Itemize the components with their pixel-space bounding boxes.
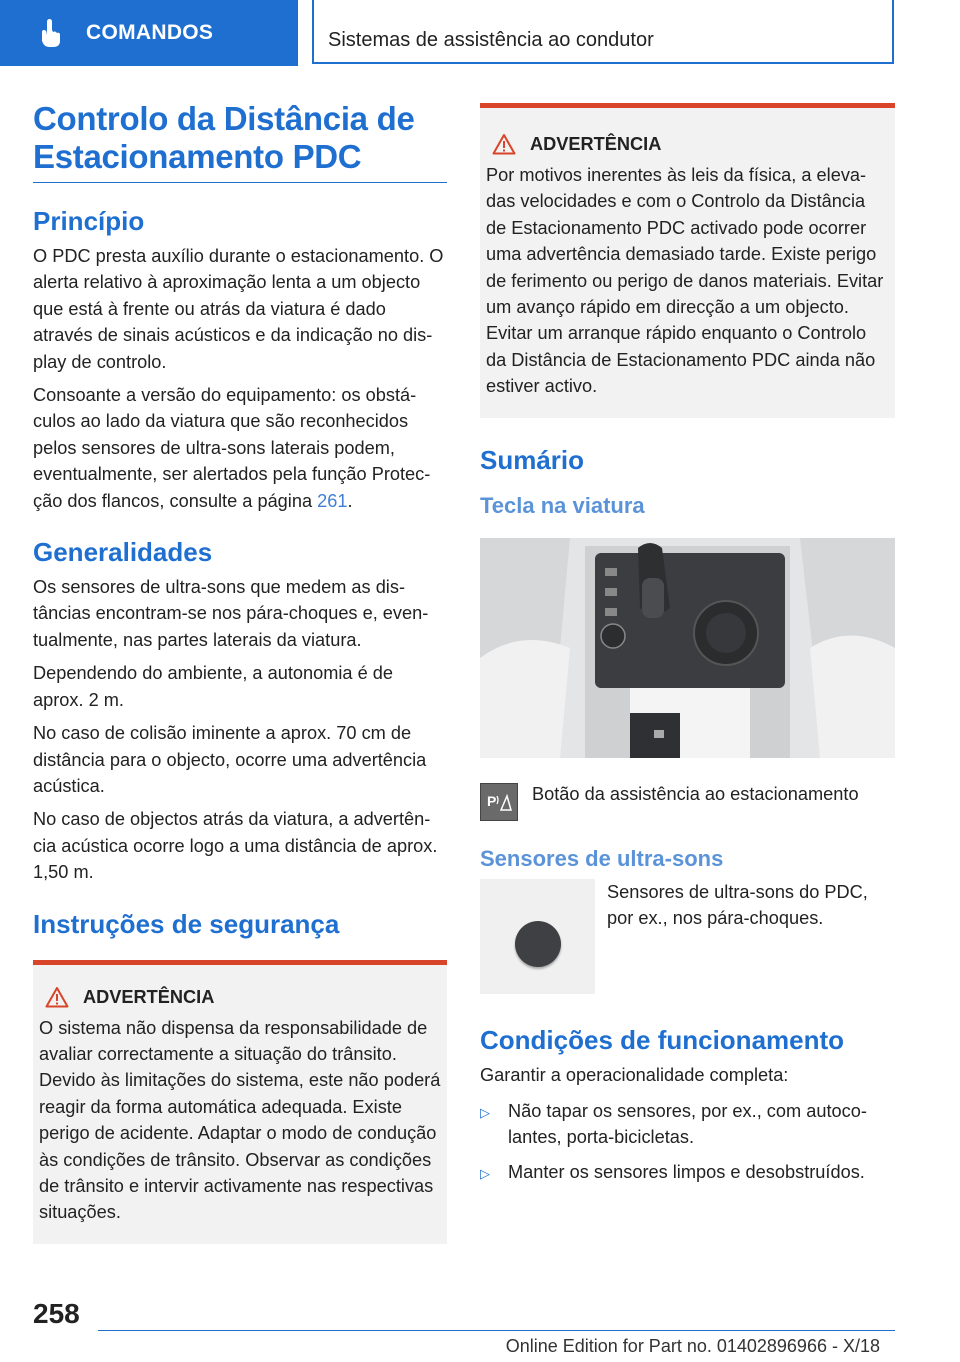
left-column [33, 100, 447, 1244]
heading-generalidades: Generalidades [33, 537, 213, 568]
title-divider [33, 182, 447, 183]
chapter-title: Sistemas de assistência ao condutor [328, 29, 654, 51]
list-item [480, 1159, 895, 1187]
warning-triangle-icon [492, 133, 516, 155]
caption-row [480, 781, 895, 821]
page-title-line2: Estacionamento PDC [33, 138, 362, 175]
center-console-photo [480, 538, 895, 758]
principio-p2-end: . [347, 490, 353, 511]
warning-text-left: O sistema não dispensa da responsabilidade de avaliar correctamente a situação do trânsito. Devido às limitações do sistema, este não poderá reagir da forma automática adequada. Existe perigo de acidente. Adaptar o modo de condução às condições de trânsito. Observar as condições de trânsito e intervir activamente nas respectivas situações. [39, 1017, 441, 1223]
sensor-dot [515, 921, 561, 967]
ultrasonic-sensor-photo [480, 879, 595, 994]
generalidades-paragraph-1: Os sensores de ultra-sons que medem as distâncias encontram-se nos pára-choques e, eventualmente, nas partes laterais da viatura. [33, 577, 429, 650]
warning-title-text: ADVERTÊNCIA [83, 986, 215, 1007]
chapter-header [312, 0, 894, 64]
hand-pointer-icon [38, 18, 64, 48]
list-item [480, 1098, 895, 1151]
generalidades-paragraph-2: Dependendo do ambiente, a autonomia é de aprox. 2 m. [33, 663, 393, 710]
warning-triangle-icon [45, 986, 69, 1008]
page-title-line1: Controlo da Distância de [33, 100, 415, 137]
bullet-triangle-icon: ▷ [480, 1165, 490, 1181]
right-column [480, 103, 895, 1195]
condicoes-list [480, 1098, 895, 1187]
bullet-triangle-icon: ▷ [480, 1105, 490, 1121]
section-name: COMANDOS [86, 21, 214, 44]
warning-title [39, 983, 441, 1011]
heading-principio: Princípio [33, 206, 145, 236]
page-number: 258 [33, 1298, 80, 1329]
section-tab[interactable] [0, 0, 298, 66]
page-link[interactable]: 261 [317, 490, 348, 511]
list-item-text: Não tapar os sensores, por ex., com autocolantes, porta-bicicletas. [508, 1101, 867, 1148]
park-assist-button-icon [480, 783, 518, 821]
caption-text: Botão da assistência ao estacionamento [532, 783, 859, 804]
sensores-text: Sensores de ultra-sons do PDC, por ex., nos pára-choques. [607, 881, 868, 929]
warning-box-right [480, 103, 895, 418]
principio-p2-text: Consoante a versão do equipamento: os obstáculos ao lado da viatura que são reconhecidos pelos sensores de ultra-sons laterais podem, eventualmente, ser alertados pela função Protecção dos flancos, consulte a página [33, 385, 431, 511]
heading-sensores: Sensores de ultra-sons [480, 845, 724, 871]
heading-tecla: Tecla na viatura [480, 492, 645, 518]
generalidades-paragraph-4: No caso de objectos atrás da viatura, a advertência acústica ocorre logo a uma distância de aprox. 1,50 m. [33, 809, 438, 883]
warning-title [486, 130, 889, 158]
principio-paragraph-1: O PDC presta auxílio durante o estacionamento. O alerta relativo à aproximação lenta a um objecto que está à frente ou atrás da viatura é dado através de sinais acústicos e da indicação no display de controlo. [33, 246, 444, 372]
principio-paragraph-2 [33, 382, 447, 514]
list-item-text: Manter os sensores limpos e desobstruídos. [508, 1161, 865, 1182]
page-title [33, 100, 447, 176]
generalidades-paragraph-3: No caso de colisão iminente a aprox. 70 cm de distância para o objecto, ocorre uma advertência acústica. [33, 723, 427, 796]
svg-text:P: P [487, 792, 497, 809]
warning-text-right: Por motivos inerentes às leis da física, a elevadas velocidades e com o Controlo da Distância de Estacionamento PDC activado pode ocorrer uma advertência demasiado tarde. Existe perigo de ferimento ou perigo de danos materiais. Evitar um avanço rápido em direcção a um objecto. Evitar um arranque rápido enquanto o Controlo da Distância de Estacionamento PDC ainda não estiver activo. [486, 165, 884, 397]
heading-sumario: Sumário [480, 444, 585, 475]
warning-title-text: ADVERTÊNCIA [530, 134, 662, 154]
heading-seguranca: Instruções de segurança [33, 908, 340, 939]
condicoes-intro: Garantir a operacionalidade completa: [480, 1064, 789, 1085]
sensor-row [480, 879, 895, 994]
footer-edition: Online Edition for Part no. 01402896966 - X/18 [505, 1336, 880, 1356]
warning-box-left [33, 960, 447, 1244]
heading-condicoes: Condições de funcionamento [480, 1024, 845, 1055]
footer-divider [98, 1330, 895, 1331]
